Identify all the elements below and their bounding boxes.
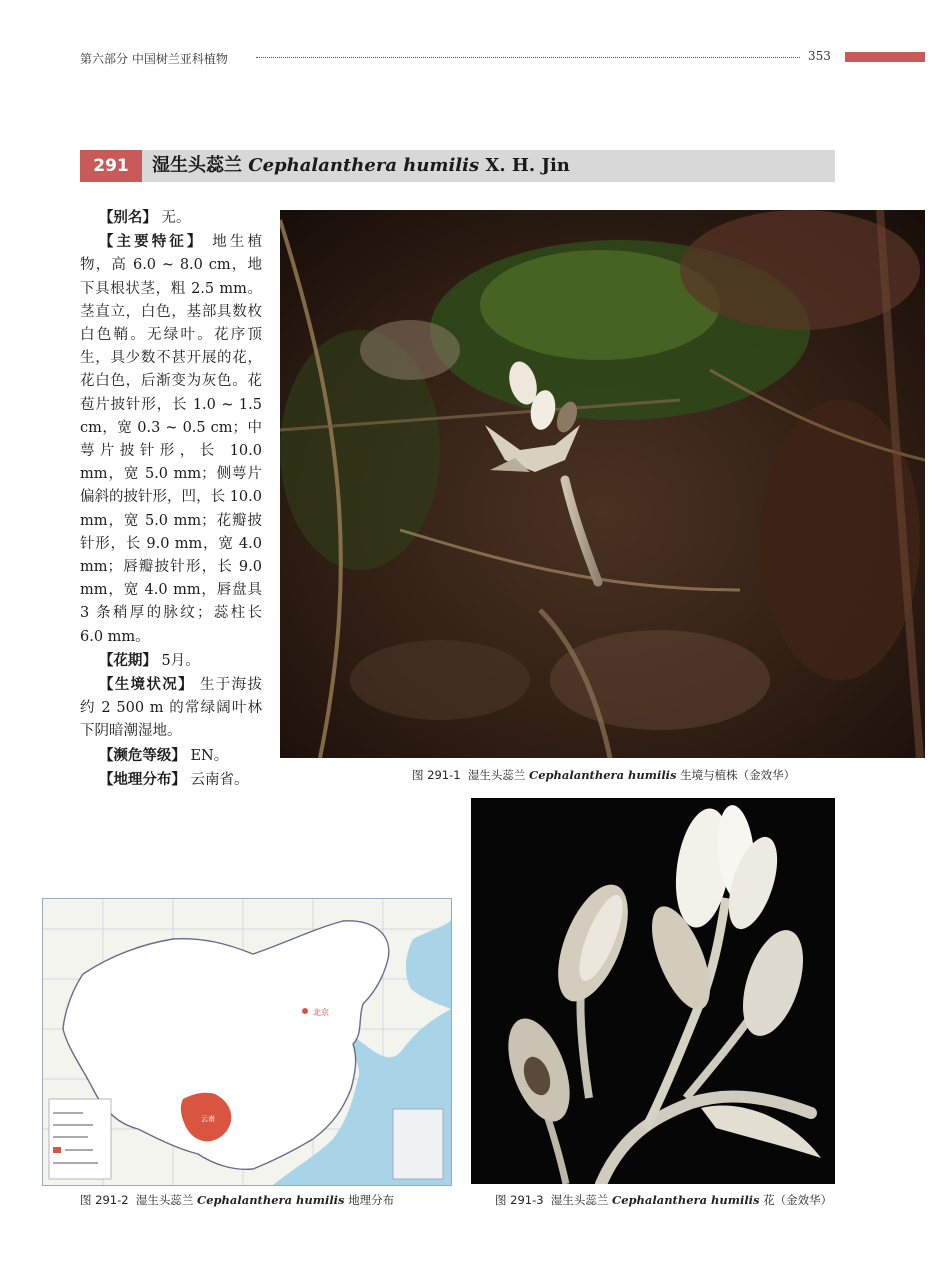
features-text: 地生植物，高 6.0 ~ 8.0 cm，地下具根状茎，粗 2.5 mm。茎直立，白色，基部具数枚白色鞘。无绿叶。花序顶生，具少数不甚开展的花，花白色，后渐变为灰色。花苞片披针形，长 1.0 ~ 1.5 cm，宽 0.3 ~ 0.5 cm；中萼片披针形，长 10.0 mm，宽 5.0 mm；侧萼片偏斜的披针形，凹，长 10.0 mm，宽 5.0 mm；花瓣披针形，长 9.0 mm，宽 4.0 mm；唇瓣披针形，长 9.0 mm，宽 4.0 mm，唇盘具 3 条稍厚的脉纹；蕊柱长 6.0 mm。 [80,234,263,645]
flowering-text: 5月。 [161,652,200,669]
distribution-label: 【地理分布】 [98,770,186,788]
map-capital-label: 北京 [313,1008,329,1017]
section-title: 第六部分 中国树兰亚科植物 [80,52,228,66]
features-label: 【主要特征】 [98,233,205,251]
figure-3-desc: 花（金效华） [763,1193,833,1207]
flowering-label: 【花期】 [98,651,157,669]
figure-1-label: 图 291-1 [412,768,461,782]
map-province-label: 云南 [201,1115,215,1123]
status-label: 【濒危等级】 [98,746,186,764]
distribution-text: 云南省。 [190,771,249,788]
distribution-map [42,898,452,1186]
figure-2-name-cn: 湿生头蕊兰 [135,1193,194,1207]
alias-label: 【别名】 [98,209,157,226]
figure-2-desc: 地理分布 [348,1193,395,1207]
entry-title-band [80,150,835,182]
figure-1-latin: Cephalanthera humilis [529,768,677,782]
figure-2-caption [80,1192,394,1208]
header-accent-bar [845,52,925,62]
entry-title [152,150,570,182]
figure-1-desc: 生境与植株（金效华） [680,768,796,782]
figure-1-caption [412,767,795,783]
figure-3-caption [495,1192,832,1208]
header-rule [256,57,800,58]
entry-name-latin: Cephalanthera humilis [248,155,480,176]
entry-name-cn: 湿生头蕊兰 [152,155,242,176]
figure-3-name-cn: 湿生头蕊兰 [550,1193,609,1207]
figure-2-latin: Cephalanthera humilis [197,1193,345,1207]
figure-1-name-cn: 湿生头蕊兰 [467,768,526,782]
running-header [80,48,925,68]
habitat-photo [280,210,925,758]
status-paragraph [80,744,262,768]
habitat-paragraph [80,673,262,744]
habitat-label: 【生境状况】 [98,676,194,694]
figure-3-label: 图 291-3 [495,1193,544,1207]
flowering-paragraph [80,649,262,673]
entry-author: X. H. Jin [485,155,570,176]
page-number: 353 [808,49,831,63]
distribution-paragraph [80,768,262,792]
species-description [80,206,262,792]
alias-paragraph [80,206,262,230]
features-paragraph [80,230,262,649]
entry-number: 291 [80,150,142,182]
alias-text: 无。 [161,210,191,226]
figure-2-label: 图 291-2 [80,1193,129,1207]
status-text: EN。 [190,747,229,764]
habitat-text: 生于海拔约 2 500 m 的常绿阔叶林下阴暗潮湿地。 [80,677,263,740]
figure-3-latin: Cephalanthera humilis [612,1193,760,1207]
flower-photo [471,798,835,1184]
